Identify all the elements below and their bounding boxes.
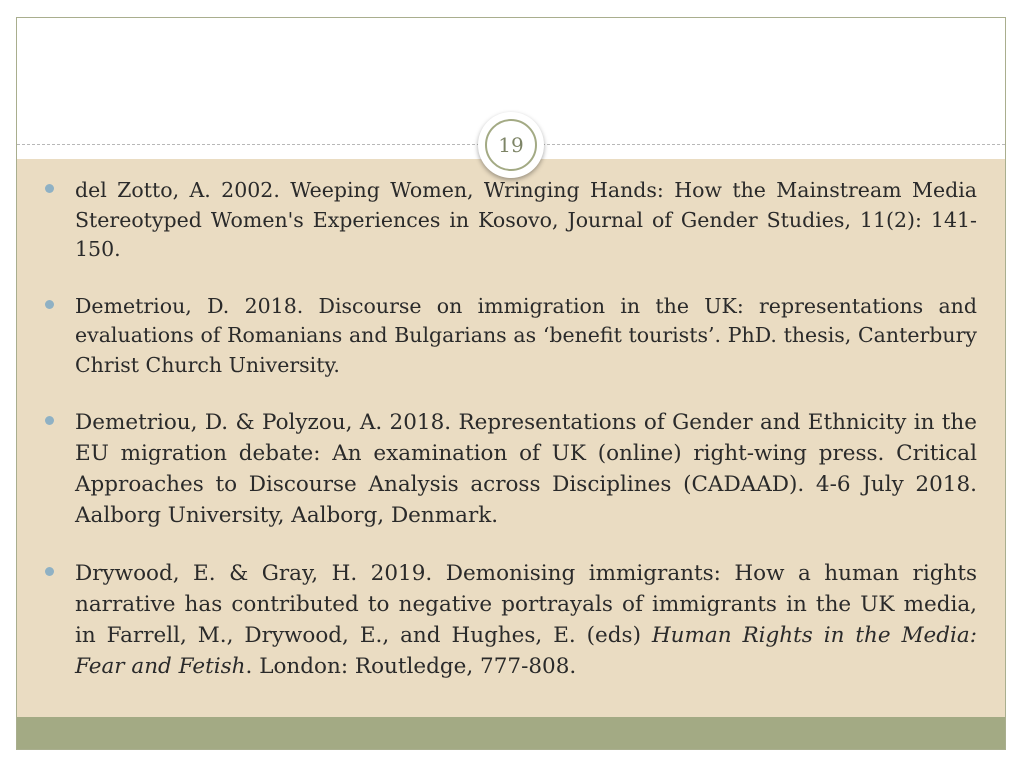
reference-item [33, 292, 977, 381]
bullet-icon [45, 567, 54, 576]
slide [16, 17, 1006, 750]
reference-book-title: Human Rights in the Media: Fear and Fetish [75, 623, 977, 679]
reference-text: Demetriou, D. & Polyzou, A. 2018. Representations of Gender and Ethnicity in the EU migration debate: An examination of UK (online) right-wing press. Critical Approaches to Discourse Analysis across Disciplines (CADAAD). 4-6 July 2018. Aalborg University, Aalborg, Denmark. [75, 410, 977, 528]
reference-item [33, 407, 977, 531]
bullet-icon [45, 184, 54, 193]
page-number: 19 [485, 119, 537, 171]
bullet-icon [45, 416, 54, 425]
reference-item [33, 558, 977, 682]
reference-text: Demetriou, D. 2018. Discourse on immigration in the UK: representations and evaluations of Romanians and Bulgarians as ‘benefit tourists’. PhD. thesis, Canterbury Christ Church University. [75, 293, 977, 377]
reference-text-before: Drywood, E. & Gray, H. 2019. Demonising immigrants: How a human rights narrative has contributed to negative portrayals of immigrants in the UK media, in Farrell, M., Drywood, E., and Hughes, E. (eds) [75, 561, 977, 648]
reference-text: del Zotto, A. 2002. Weeping Women, Wringing Hands: How the Mainstream Media Stereotyped Women's Experiences in Kosovo, Journal of Gender Studies, 11(2): 141-150. [75, 178, 977, 261]
reference-text-after: . London: Routledge, 777-808. [245, 654, 577, 679]
page-number-badge [478, 112, 544, 178]
reference-item [33, 176, 977, 265]
reference-text [75, 561, 977, 679]
reference-list [33, 176, 977, 682]
footer-bar [17, 717, 1005, 750]
bullet-icon [45, 300, 54, 309]
